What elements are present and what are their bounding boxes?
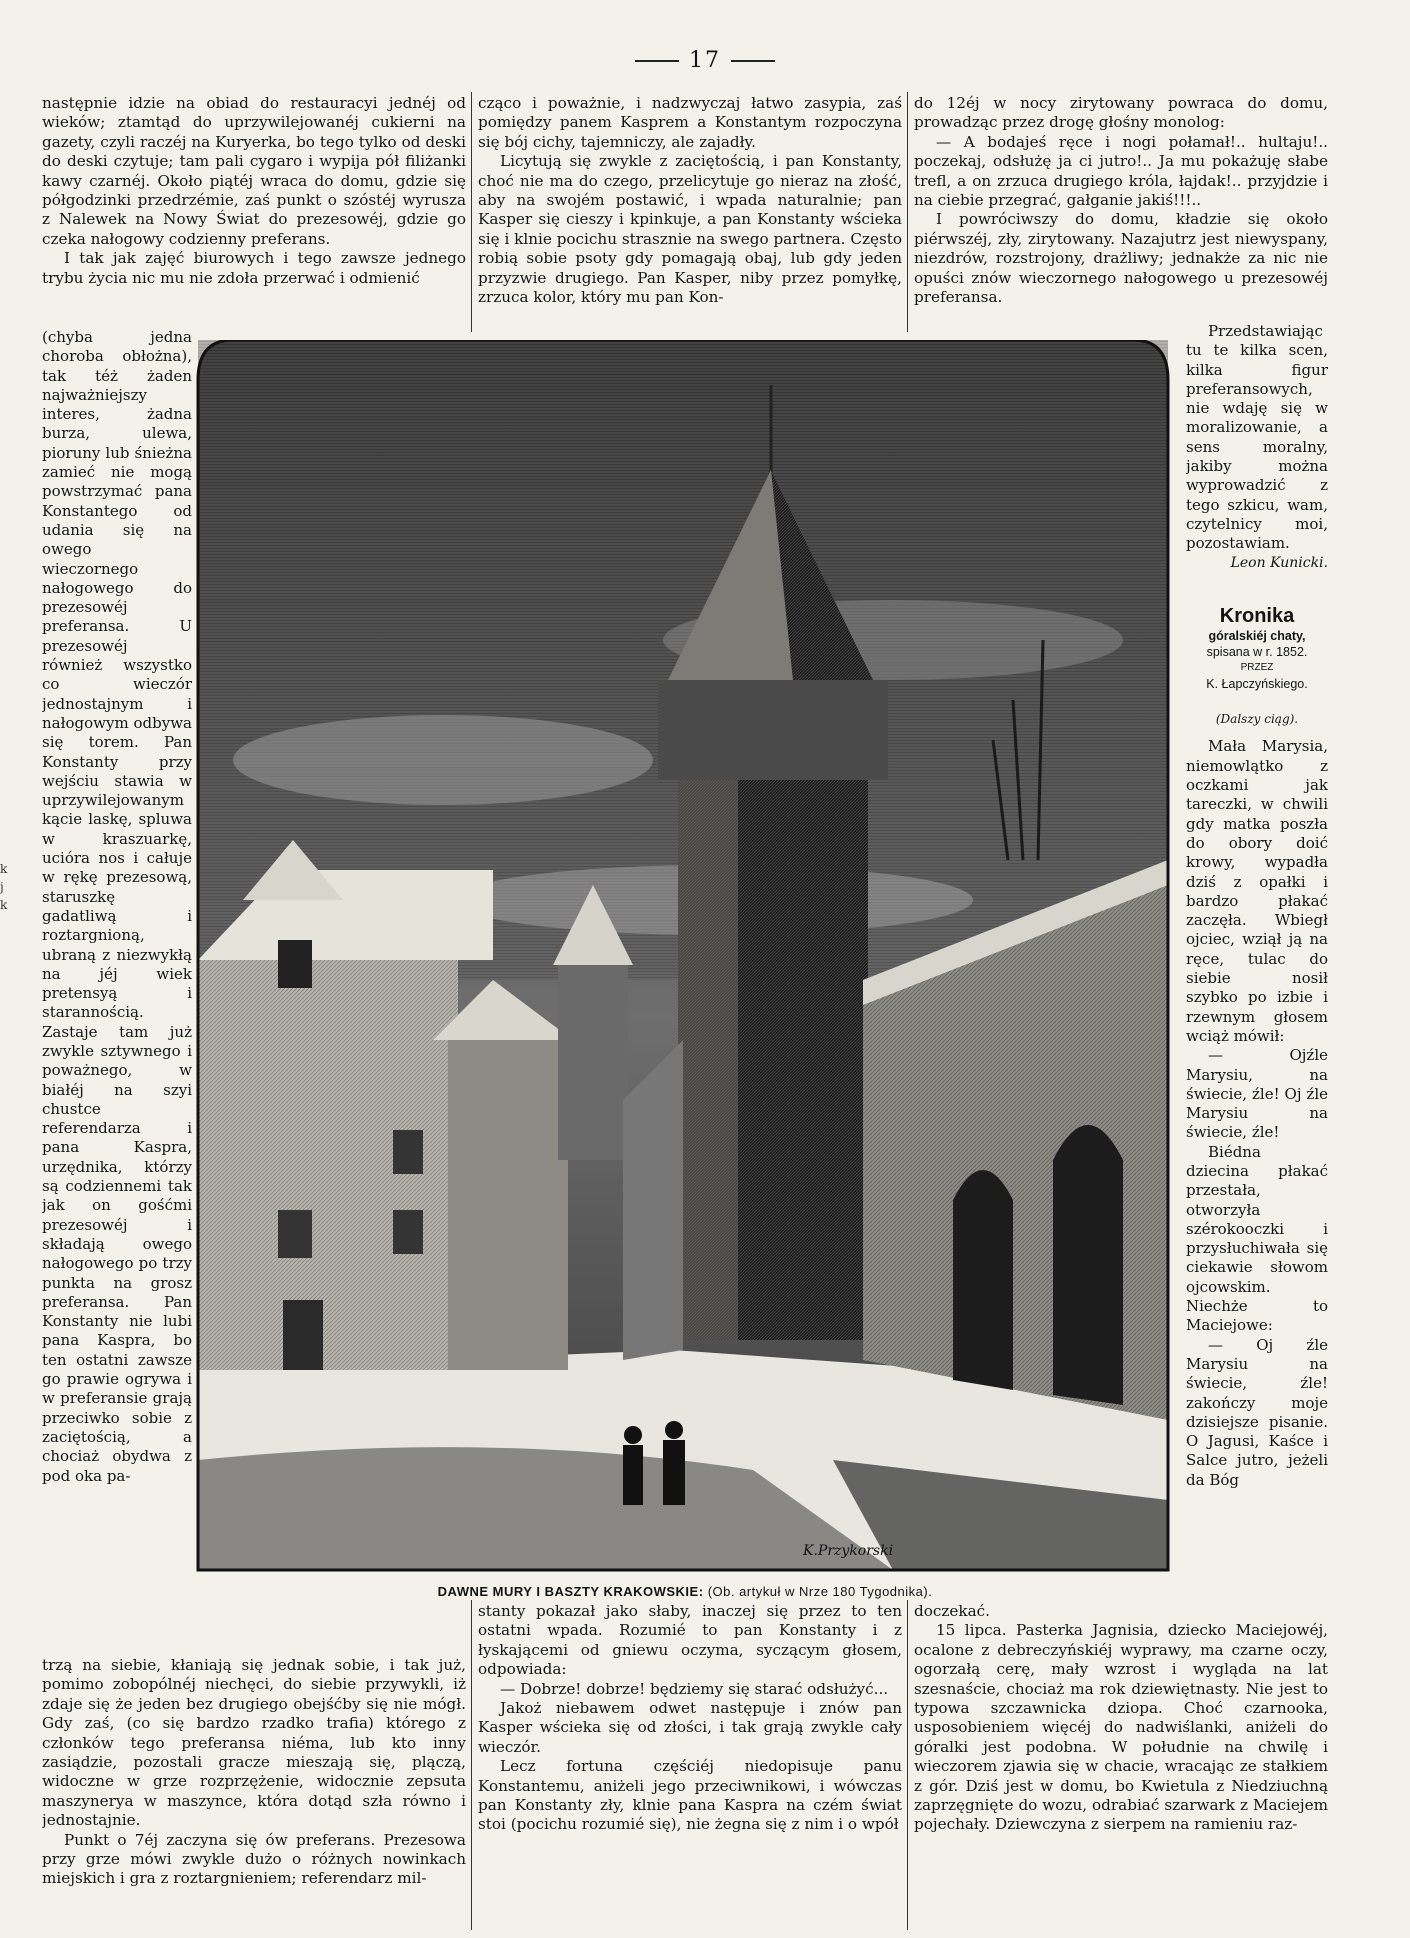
paragraph: I powróciwszy do domu, kładzie się około piérwszéj, zły, zirytowany. Nazajutrz jest niewyspany, niezdrów, rozstrojony, drażliwy; jednakże za nic nie opuści znów wieczornego nałogowego u prezesowéj preferansa. [914,210,1328,307]
paragraph: — Oj źle Marysiu na świecie, źle! zakończy moje dzisiejsze pisanie. O Jagusi, Kaśce i Salce jutro, jeżeli da Bóg [1186,1335,1328,1489]
window [393,1210,423,1254]
paragraph: cząco i poważnie, i nadzwyczaj łatwo zasypia, zaś pomiędzy panem Kasprem a Konstantym rozpoczyna się bój cichy, tajemniczy, ale zajadły. [478,94,902,151]
paragraph: Licytują się zwykle z zaciętością, i pan Konstanty, choć nie ma do czego, przelicytuje go nieraz na złość, aby na swojém postawić, i wpada naturalnie; pan Kasper się cieszy i kpinkuje, a pan Konstanty wścieka się i klnie pocichu strasznie na swego partnera. Często robią sobie psoty gdy pomagają obaj, lub gdy jeden przyzwie drugiego. Pan Kasper, niby przez pomyłkę, zrzuca kolor, który mu pan Kon- [478,152,902,307]
continued-note: (Dalszy ciąg). [1215,712,1299,727]
column-rule [907,1600,908,1930]
paragraph: I tak jak zajęć biurowych i tego zawsze jednego trybu życia nic mu nie zdoła przerwać i odmienić [42,249,466,287]
author-signature: Leon Kunicki. [1230,554,1328,571]
section-subtitle: spisana w r. 1852. [1206,645,1308,660]
window [278,940,312,988]
paragraph: Mała Marysia, niemowlątko z oczkami jak tareczki, w chwili gdy matka poszła do obory doić krowy, wypadła dziś z opałki i bardzo płakać zaczęła. Wbiegł ojciec, wziął ją na ręce, tulac do siebie nosił szybko po izbie i rzewnym głosem wciąż mówił: [1186,737,1328,1045]
paragraph: trzą na siebie, kłaniają się jednak sobie, i tak już, pomimo zobopólnéj niechęci, do siebie przywykli, iż zdaje się że jeden bez drugiego obejśćby się nie mógł. Gdy zaś, (co się bardzo rzadko trafia) którego z członków tego preferansa niéma, lub kto inny zasiądzie, pozostali gracze mieszają się, plączą, widoczne w grze rozprzężenie, widocznie zepsuta maszynerya w maszynce, która dotąd szła równo i jednostajnie. [42,1656,466,1830]
page-number-rule-right [731,60,775,62]
left-edge-fragment: k j k [0,862,8,912]
top-column-1 [42,94,466,326]
paragraph: Biédna dziecina płakać przestała, otworzyła szérokooczki i przysłuchiwała się ciekawie słowom ojcowskim. Niechże to Maciejowe: [1186,1142,1328,1335]
page-number-text: 17 [689,48,721,73]
section-heading: Kronika [1219,604,1295,627]
paragraph: Punkt o 7éj zaczyna się ów preferans. Prezesowa przy grze mówi zwykle dużo o różnych nowinkach miejskich i gra z roztargnieniem; referendarz mil- [42,1830,466,1888]
main-tower-light-face [678,780,738,1340]
left-narrow-column [42,328,192,1654]
paragraph: do 12éj w nocy zirytowany powraca do domu, prowadząc przez drogę głośny monolog: [914,94,1328,132]
main-tower-crown [658,680,888,780]
top-column-3 [914,94,1328,326]
paragraph: (chyba jedna choroba obłożna), tak téż żaden najważniejszy interes, żadna burza, ulewa, pioruny lub śnieżna zamieć nie mogą powstrzymać pana Konstantego od udania się na owego wieczornego nałogowego do prezesowéj preferansa. U prezesowéj również wszystko co wieczór jednostajnym i nałogowym odbywa się torem. Pan Konstanty przy wejściu stawia w uprzywilejowanym kącie laskę, spluwa w kraszuarkę, ucióra nos i całuje w rękę prezesową, staruszkę gadatliwą i roztargnioną, ubraną z niezwykłą na jéj wiek pretensyą i starannością. Zastaje tam już zwykle sztywnego i poważnego, w białéj na szyi chustce referendarza i pana Kaspra, urzędnika, którzy są codziennemi tak jak on gośćmi prezesowéj i składają owego nałogowego po trzy punkta na grosz preferansa. Pan Konstanty nie lubi pana Kaspra, bo ten ostatni zawsze go prawie ogrywa i w preferansie grają przeciwko sobie z zaciętością, a chociaż obydwa z pod oka pa- [42,328,192,1485]
middle-building [448,1040,568,1370]
window [393,1130,423,1174]
top-column-2 [478,94,902,326]
paragraph: — A bodajeś ręce i nogi połamał!.. hultaju!.. poczekaj, odsłużę ja ci jutro!.. Ja mu pokażuję słabe trefl, a on zrzuca drugiego króla, łajdak!.. przyjdzie i na ciebie przegrać, gałganie jakiś!!!.. [914,132,1328,210]
caption-title: DAWNE MURY I BASZTY KRAKOWSKIE: [437,1584,704,1599]
paragraph: 15 lipca. Pasterka Jagnisia, dziecko Maciejowéj, ocalone z debreczyńskiéj wyprawy, ma czarne oczy, ogorzałą cerę, mały wzrost i wygląda na lat szesnaście, chociaż ma rok dziewiętnasty. Nie jest to typowa szczawnicka dziopa. Choć czarnooka, usposobieniem więcéj do nadwiślanki, aniżeli do góralki jest podobna. W południe na chwilę i wieczorem zjawia się w chacie, wracając ze stałkiem z gór. Dziś jest w domu, bo Kwietula z Niedziuchną zaprzęgnięte do wozu, odrabiać szarwark z Maciejem pojechały. Dziewczyna z sierpem na ramieniu raz- [914,1621,1328,1834]
page-number [0,48,1410,73]
engraver-signature: K.Przykorski [803,1543,894,1559]
krakow-walls-engraving [193,340,1173,1580]
section-subtitle: PRZEZ [1240,662,1274,674]
engraving-illustration [193,340,1173,1580]
paragraph: Jakoż niebawem odwet następuje i znów pan Kasper wścieka się od złości, i tak grają zwykle cały wieczór. [478,1699,902,1756]
figure-caption [230,1584,1140,1599]
caption-note: (Ob. artykuł w Nrze 180 Tygodnika). [707,1584,933,1599]
small-tower [558,960,628,1160]
cloud [233,715,653,805]
section-subtitle: góralskiéj chaty, [1208,629,1306,644]
paragraph: następnie idzie na obiad do restauracyi jednéj od wieków; ztamtąd do uprzywilejowanéj cukierni na gazety, czyli raczéj na Kuryerka, bo tego tylko od deski do deski czytuje; tam pali cygaro i wypija pół filiżanki kawy czarnéj. Około piątéj wraca do domu, gdzie się półgodzinki przedrzémie, zaś punkt o szóstéj wyrusza z Nalewek na Nowy Świat do prezesowéj, gdzie go czeka nałogowy codzienny preferans. [42,94,466,248]
paragraph: — Ojźle Marysiu, na świecie, źle! Oj źle Marysiu na świecie, źle! [1186,1046,1328,1142]
paragraph: — Dobrze! dobrze! będziemy się starać odsłużyć... [500,1679,889,1698]
page-number-rule-left [635,60,679,62]
window [278,1210,312,1258]
wall-arch [953,1170,1013,1390]
right-narrow-column [1186,322,1328,1662]
section-author: K. Łapczyńskiego. [1206,677,1308,692]
paragraph: Lecz fortuna częściéj niedopisuje panu Konstantemu, aniżeli jego przeciwnikowi, i wówczas pan Konstanty zły, klnie pana Kaspra na czém świat stoi (pocichu rozumié się), nie żegna się z nim i o wpół [478,1757,902,1834]
wall-arch [1053,1125,1123,1405]
paragraph: Przedstawiając tu te kilka scen, kilka figur preferansowych, nie wdaję się w moralizowanie, a sens moralny, jakiby można wyprowadzić z tego szkicu, wam, czytelnicy moi, pozostawiam. [1186,322,1328,553]
bottom-column-1 [42,1656,466,1926]
column-rule [471,92,472,332]
paragraph: stanty pokazał jako słaby, inaczej się przez to ten ostatni wpada. Rozumié to pan Konstanty i z łyskającemi od gniewu oczyma, syczącym głosem, odpowiada: [478,1602,902,1679]
paragraph: doczekać. [914,1602,990,1620]
bottom-column-3 [914,1602,1328,1926]
column-rule [907,92,908,332]
door [283,1300,323,1370]
bottom-column-2 [478,1602,902,1926]
column-rule [471,1600,472,1930]
